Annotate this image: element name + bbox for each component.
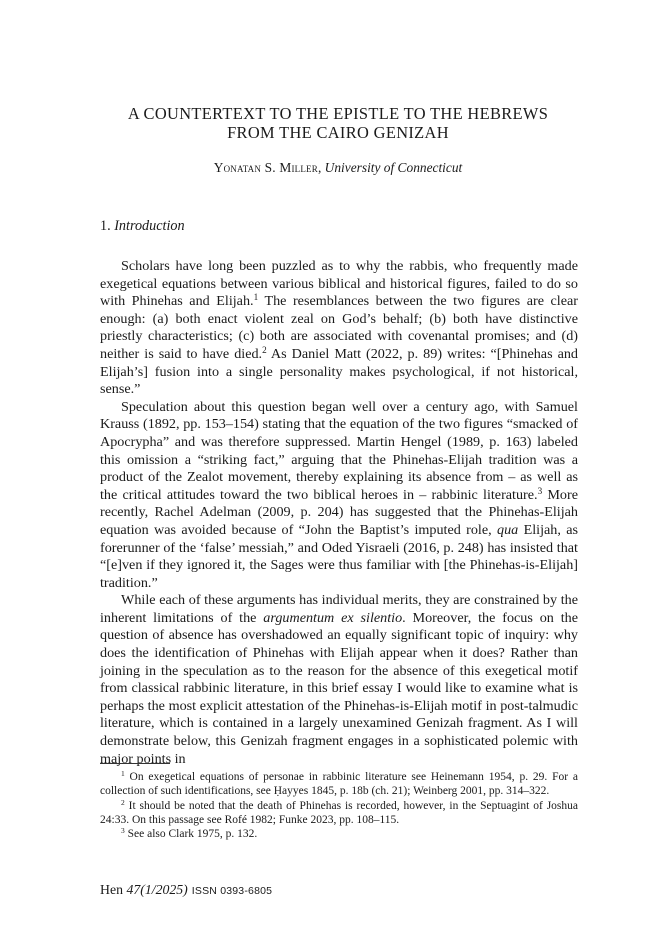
paragraph-3-italic-argumentum: argumentum ex silentio xyxy=(263,609,403,626)
paragraph-3-text-b: . Moreover, the focus on the question of absence has overshadowed an equally significant topic of inquiry: why does the identification of Phinehas with Elijah appear when it does? Rather than joining in the speculation as to the reason for the absence of this exegetical motif from classical rabbinic literature, in this brief essay I would like to examine what is perhaps the most explicit attestation of the Phinehas-is-Elijah motif in post-talmudic literature, which is contained in a largely unexamined Genizah fragment. As I will demonstrate below, this Genizah fragment engages in a sophisticated polemic with major points in xyxy=(100,609,578,767)
paragraph-1-text-c: As Daniel Matt (2022, p. 89) writes: “[Phinehas and Elijah’s] fusion into a single personality makes psychological, if not historical, sense.” xyxy=(100,345,578,398)
footnote-divider xyxy=(100,763,170,764)
paragraph-2-italic-qua: qua xyxy=(497,521,519,538)
footnote-1 xyxy=(100,770,578,799)
paragraph-2-text-b: More recently, Rachel Adelman (2009, p. 204) has suggested that the Phinehas-Elijah equation was avoided because of “John the Baptist’s imputed role, xyxy=(100,486,578,538)
paragraph-1-text-a: Scholars have long been puzzled as to why the rabbis, who frequently made exegetical equations between various biblical and historical figures, failed to do so with Phinehas and Elijah. xyxy=(100,258,578,310)
article-title xyxy=(60,104,616,142)
article-body xyxy=(100,258,578,768)
byline-separator: , xyxy=(317,160,325,175)
journal-name: Hen xyxy=(100,882,123,897)
section-heading xyxy=(100,218,185,235)
author-byline xyxy=(60,160,616,176)
paragraph-2-text-c: Elijah, as forerunner of the ‘false’ messiah,” and Oded Yisraeli (2016, p. 248) has insisted that “[e]ven if they ignored it, the Sages were thus familiar with [the Phinehas-is-Elijah] tradition.” xyxy=(100,521,579,591)
footnote-1-text: On exegetical equations of personae in rabbinic literature see Heinemann 1954, p. 29. For a collection of such identifications, see Ḥayyes 1845, p. 18b (ch. 21); Weinberg 2001, pp. 314–322. xyxy=(100,771,578,798)
paragraph-2 xyxy=(100,399,578,593)
footnote-ref-1[interactable]: 1 xyxy=(253,292,259,303)
paragraph-3-text-a: While each of these arguments has individual merits, they are constrained by the inherent limitations of the xyxy=(100,592,578,626)
footnote-ref-3[interactable]: 3 xyxy=(537,485,543,496)
paragraph-3 xyxy=(100,592,578,768)
footnote-2 xyxy=(100,799,578,828)
footnote-ref-2[interactable]: 2 xyxy=(262,344,267,355)
footnote-3 xyxy=(100,827,578,841)
footnote-3-text: See also Clark 1975, p. 132. xyxy=(124,828,258,841)
article-title-line-1: A COUNTERTEXT TO THE EPISTLE TO THE HEBREWS xyxy=(127,104,549,123)
author-name: Yonatan S. Miller xyxy=(213,160,318,175)
page-footer xyxy=(100,882,272,899)
paragraph-2-text-a: Speculation about this question began well over a century ago, with Samuel Krauss (1892, pp. 153–154) stating that the equation of the two figures “smacked of Apocrypha” and was therefore suppressed. Martin Hengel (1989, p. 163) labeled this omission a “striking fact,” arguing that the Phinehas-Elijah tradition was a product of the Zealot movement, thereby explaining its absence from – as well as the critical attitudes toward the two biblical heroes in – rabbinic literature. xyxy=(100,398,578,503)
section-title: Introduction xyxy=(114,218,185,234)
paragraph-1 xyxy=(100,258,578,399)
footnote-2-text: It should be noted that the death of Phinehas is recorded, however, in the Septuagint of Joshua 24:33. On this passage see Rofé 1982; Funke 2023, pp. 108–115. xyxy=(100,799,578,826)
footnote-3-number: 3 xyxy=(121,826,125,836)
journal-volume: 47(1/2025) xyxy=(126,882,188,897)
author-affiliation: University of Connecticut xyxy=(324,160,463,175)
section-number: 1. xyxy=(100,218,111,234)
article-title-line-2: FROM THE CAIRO GENIZAH xyxy=(227,123,449,142)
footnote-1-number: 1 xyxy=(121,768,125,778)
paragraph-1-text-b: The resemblances between the two figures are clear enough: (a) both enact violent zeal on God’s behalf; (b) both have distinctive priestly characteristics; (c) both are associated with covenantal promises; and (d) neither is said to have died. xyxy=(100,293,579,362)
journal-issn: ISSN 0393-6805 xyxy=(191,885,273,897)
footnote-2-number: 2 xyxy=(121,797,125,807)
footnotes xyxy=(100,770,578,841)
